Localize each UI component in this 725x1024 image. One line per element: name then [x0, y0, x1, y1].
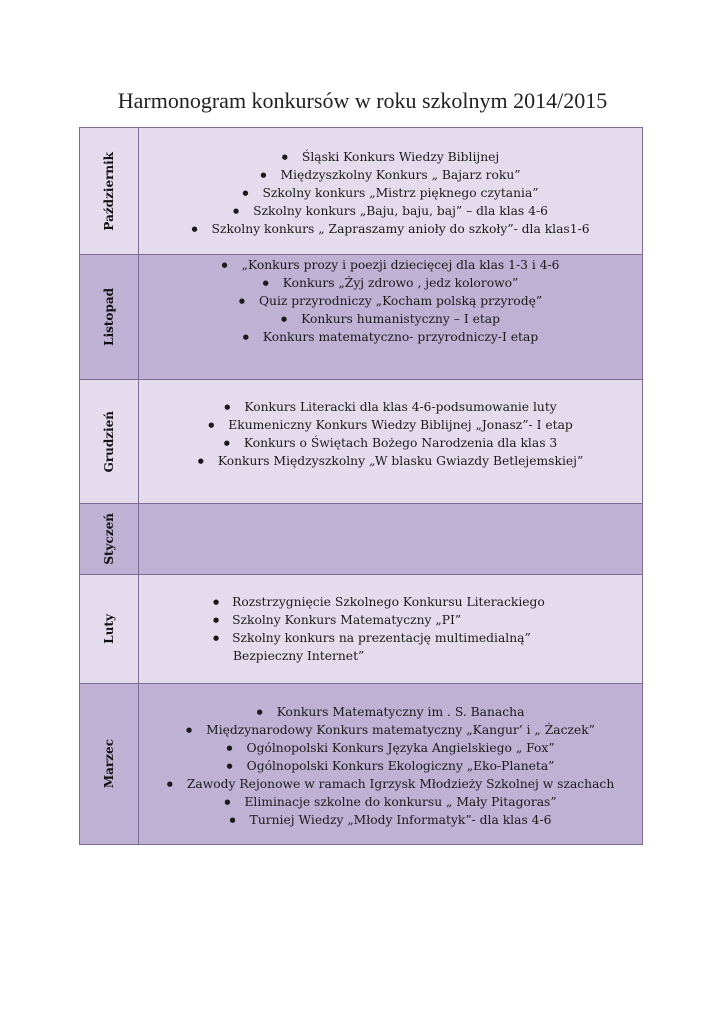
contest-list	[191, 148, 589, 238]
list-item: ● Eliminacje szkolne do konkursu „ Mały Pitagoras”	[167, 793, 614, 811]
list-item: ● Szkolny konkurs „ Zapraszamy anioły do szkoły”- dla klas1-6	[191, 220, 589, 238]
month-label-cell	[80, 380, 139, 503]
month-name: Październik	[102, 151, 116, 231]
list-item: ● Śląski Konkurs Wiedzy Biblijnej	[191, 148, 589, 166]
contest-list	[198, 398, 584, 470]
month-row-listopad	[80, 255, 642, 380]
month-row-luty	[80, 575, 642, 684]
list-item: ● Międzyszkolny Konkurs „ Bajarz roku”	[191, 166, 589, 184]
list-item: ● Konkurs humanistyczny – I etap	[221, 310, 559, 328]
list-item: ● Ogólnopolski Konkurs Języka Angielskiego „ Fox”	[167, 739, 614, 757]
list-item: ● Konkurs Literacki dla klas 4-6-podsumowanie luty	[198, 398, 584, 416]
month-name: Marzec	[102, 739, 116, 789]
list-item: ● Ekumeniczny Konkurs Wiedzy Biblijnej „Jonasz”- I etap	[198, 416, 584, 434]
month-name: Grudzień	[102, 410, 116, 473]
month-row-pazdziernik	[80, 128, 642, 255]
month-row-styczen	[80, 504, 642, 575]
month-label-cell	[80, 255, 139, 379]
month-label-cell	[80, 128, 139, 254]
list-item: ● Rozstrzygnięcie Szkolnego Konkursu Literackiego	[213, 593, 602, 611]
list-item: ● Konkurs Międzyszkolny „W blasku Gwiazdy Betlejemskiej”	[198, 452, 584, 470]
contest-list-cell	[139, 575, 642, 683]
contest-list	[213, 593, 602, 665]
list-item: ● Quiz przyrodniczy „Kocham polską przyrodę”	[221, 292, 559, 310]
list-item: ● Międzynarodowy Konkurs matematyczny „Kangur’ i „ Żaczek”	[167, 721, 614, 739]
list-item: ● Ogólnopolski Konkurs Ekologiczny „Eko-Planeta”	[167, 757, 614, 775]
list-item: ● Zawody Rejonowe w ramach Igrzysk Młodzieży Szkolnej w szachach	[167, 775, 614, 793]
contest-list-cell	[139, 684, 642, 844]
contest-list-cell	[139, 504, 642, 574]
month-row-grudzien	[80, 380, 642, 504]
month-label-cell	[80, 504, 139, 574]
list-item: ● Konkurs o Świętach Bożego Narodzenia dla klas 3	[198, 434, 584, 452]
month-name: Styczeń	[102, 513, 116, 565]
list-item: ● Konkurs „Żyj zdrowo , jedz kolorowo”	[221, 274, 559, 292]
page-title: Harmonogram konkursów w roku szkolnym 2014/2015	[117, 88, 608, 113]
contest-list-cell	[139, 128, 642, 254]
list-item: ● Szkolny Konkurs Matematyczny „PI”	[213, 611, 602, 629]
month-label-cell	[80, 684, 139, 844]
schedule-table	[79, 127, 643, 845]
list-item: ● Szkolny konkurs „Mistrz pięknego czytania”	[191, 184, 589, 202]
month-name: Luty	[102, 614, 116, 644]
month-label-cell	[80, 575, 139, 683]
month-name: Listopad	[102, 288, 116, 346]
list-item: ● Konkurs matematyczno- przyrodniczy-I etap	[221, 328, 559, 346]
contest-list	[221, 256, 559, 346]
list-item: ● Konkurs Matematyczny im . S. Banacha	[167, 703, 614, 721]
list-item: ● Szkolny konkurs na prezentację multimedialną” Bezpieczny Internet”	[213, 629, 602, 665]
list-item: ● Szkolny konkurs „Baju, baju, baj” – dla klas 4-6	[191, 202, 589, 220]
list-item: ● Turniej Wiedzy „Młody Informatyk”- dla klas 4-6	[167, 811, 614, 829]
contest-list	[167, 703, 614, 829]
list-item: ● „Konkurs prozy i poezji dziecięcej dla klas 1-3 i 4-6	[221, 256, 559, 274]
contest-list-cell	[139, 380, 642, 503]
month-row-marzec	[80, 684, 642, 845]
contest-list-cell	[139, 255, 642, 379]
